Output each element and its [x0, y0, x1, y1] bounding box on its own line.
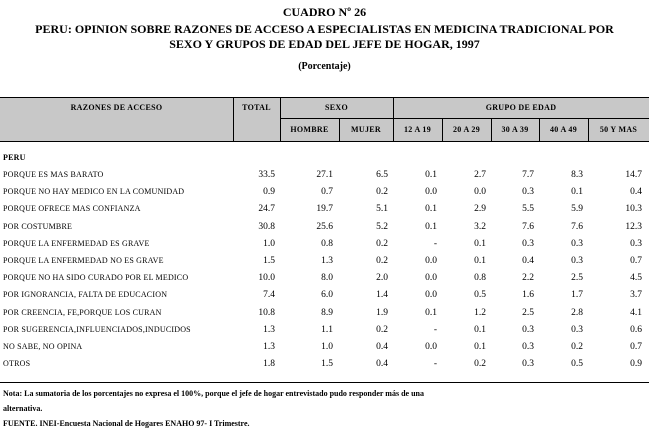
- cell-g2: 1.2: [474, 307, 486, 318]
- cell-mujer: 0.2: [376, 256, 388, 266]
- cell-g1: 0.0: [425, 342, 437, 352]
- cell-g1: -: [433, 359, 437, 370]
- cell-g3: 2.5: [522, 307, 534, 318]
- cell-total: 24.7: [258, 204, 275, 215]
- cell-g5: 0.4: [630, 187, 642, 198]
- cell-g5: 0.9: [630, 359, 642, 370]
- col-header-hombre: HOMBRE: [290, 125, 329, 134]
- cell-total: 0.9: [263, 187, 275, 198]
- row-label: POR COSTUMBRE: [3, 221, 73, 231]
- col-header-50-mas: 50 Y MAS: [599, 125, 638, 134]
- cell-g4: 0.3: [571, 238, 583, 249]
- cell-mujer: 1.9: [376, 307, 388, 318]
- col-header-grupo-edad: GRUPO DE EDAD: [485, 103, 557, 112]
- cell-mujer: 5.1: [376, 204, 388, 215]
- cell-g1: 0.0: [425, 256, 437, 266]
- cell-g2: 0.1: [474, 238, 486, 249]
- cell-g2: 0.5: [474, 290, 486, 301]
- col-header-20-29: 20 A 29: [453, 125, 480, 134]
- cell-g2: 0.2: [474, 359, 486, 370]
- cell-g3: 7.6: [522, 221, 534, 232]
- cell-total: 1.5: [263, 256, 275, 266]
- row-label: PORQUE LA ENFERMEDAD ES GRAVE: [3, 238, 150, 248]
- cell-hombre: 0.8: [321, 238, 333, 249]
- cell-g4: 2.5: [571, 273, 583, 284]
- cell-g2: 0.1: [474, 256, 486, 266]
- table-row: [0, 222, 649, 238]
- cell-total: 1.3: [263, 342, 275, 352]
- cell-g4: 2.8: [571, 307, 583, 318]
- row-label: POR SUGERENCIA,INFLUENCIADOS,INDUCIDOS: [3, 324, 191, 334]
- cell-mujer: 0.4: [376, 359, 388, 370]
- cell-g3: 0.3: [522, 342, 534, 352]
- cell-g1: 0.1: [425, 204, 437, 215]
- cell-hombre: 1.5: [321, 359, 333, 370]
- cell-g5: 0.7: [630, 342, 642, 352]
- cell-g2: 2.9: [474, 204, 486, 215]
- table-row: [0, 204, 649, 220]
- col-header-total: TOTAL: [242, 103, 271, 112]
- table-row: [0, 308, 649, 324]
- cell-hombre: 1.3: [321, 256, 333, 266]
- cell-g5: 0.6: [630, 324, 642, 335]
- cell-mujer: 0.2: [376, 238, 388, 249]
- row-label: PORQUE ES MAS BARATO: [3, 170, 104, 179]
- cell-total: 7.4: [263, 290, 275, 301]
- cell-g2: 0.0: [474, 187, 486, 198]
- table-row: [0, 325, 649, 341]
- cell-hombre: 1.1: [321, 324, 333, 335]
- cell-g1: 0.1: [425, 170, 437, 180]
- cell-total: 1.8: [263, 359, 275, 370]
- row-label: PORQUE OFRECE MAS CONFIANZA: [3, 204, 141, 214]
- table-row: [0, 290, 649, 306]
- cell-hombre: 8.9: [321, 307, 333, 318]
- row-label: POR IGNORANCIA, FALTA DE EDUCACION: [3, 290, 168, 300]
- cell-g3: 0.3: [522, 238, 534, 249]
- header-subdivider: [280, 118, 649, 119]
- cell-mujer: 2.0: [376, 273, 388, 284]
- unit-label: (Porcentaje): [298, 61, 351, 72]
- cell-g4: 0.3: [571, 256, 583, 266]
- cell-total: 30.8: [258, 221, 275, 232]
- cell-g2: 0.8: [474, 273, 486, 284]
- cell-g5: 4.1: [630, 307, 642, 318]
- cell-hombre: 0.7: [321, 187, 333, 198]
- table-number: CUADRO Nº 26: [282, 5, 367, 19]
- cell-g2: 0.1: [474, 342, 486, 352]
- cell-hombre: 8.0: [321, 273, 333, 284]
- cell-g3: 0.3: [522, 324, 534, 335]
- cell-total: 10.8: [258, 307, 275, 318]
- cell-total: 1.0: [263, 238, 275, 249]
- col-header-sexo: SEXO: [325, 103, 348, 112]
- cell-g2: 3.2: [474, 221, 486, 232]
- col-header-12-19: 12 A 19: [404, 125, 431, 134]
- cell-g1: 0.0: [425, 273, 437, 284]
- row-label: PORQUE NO HA SIDO CURADO POR EL MEDICO: [3, 273, 189, 283]
- col-header-30-39: 30 A 39: [501, 125, 529, 134]
- cell-hombre: 25.6: [316, 221, 333, 232]
- cell-g4: 0.1: [571, 187, 583, 198]
- cell-g4: 1.7: [571, 290, 583, 301]
- row-label: NO SABE, NO OPINA: [3, 342, 83, 351]
- cell-hombre: 6.0: [321, 290, 333, 301]
- cell-mujer: 0.2: [376, 187, 388, 198]
- cell-hombre: 27.1: [316, 170, 333, 180]
- cell-g1: -: [433, 238, 437, 249]
- cell-g1: -: [433, 324, 437, 335]
- table-row: [0, 170, 649, 186]
- cell-mujer: 0.2: [376, 324, 388, 335]
- row-label: PORQUE LA ENFERMEDAD NO ES GRAVE: [3, 256, 164, 265]
- cell-g1: 0.1: [425, 221, 437, 232]
- cell-total: 1.3: [263, 324, 275, 335]
- cell-g5: 0.3: [630, 238, 642, 249]
- cell-g4: 5.9: [571, 204, 583, 215]
- cell-g1: 0.0: [425, 187, 437, 198]
- table-row: [0, 359, 649, 375]
- cell-g2: 2.7: [474, 170, 486, 180]
- note-line-1: Nota: La sumatoria de los porcentajes no expresa el 100%, porque el jefe de hogar entrevistado pudo responder más de una: [3, 389, 424, 398]
- cell-total: 10.0: [258, 273, 275, 284]
- cell-g4: 0.2: [571, 342, 583, 352]
- cell-g5: 3.7: [630, 290, 642, 301]
- cell-g5: 4.5: [630, 273, 642, 284]
- cell-mujer: 5.2: [376, 221, 388, 232]
- table-title-line-2: SEXO Y GRUPOS DE EDAD DEL JEFE DE HOGAR, 1997: [169, 37, 480, 51]
- row-label: PORQUE NO HAY MEDICO EN LA COMUNIDAD: [3, 187, 185, 197]
- row-label: OTROS: [3, 359, 31, 369]
- cell-g5: 14.7: [625, 170, 642, 180]
- table-row: [0, 342, 649, 358]
- row-label: POR CREENCIA, FE,PORQUE LOS CURAN: [3, 307, 162, 317]
- col-header-razones: RAZONES DE ACCESO: [70, 103, 163, 112]
- source-line: FUENTE. INEI-Encuesta Nacional de Hogares ENAHO 97- I Trimestre.: [3, 419, 250, 428]
- cell-hombre: 19.7: [316, 204, 333, 215]
- cell-g3: 0.3: [522, 187, 534, 198]
- cell-g3: 0.4: [522, 256, 534, 266]
- cell-mujer: 1.4: [376, 290, 388, 301]
- cell-g3: 5.5: [522, 204, 534, 215]
- cell-g4: 7.6: [571, 221, 583, 232]
- cell-mujer: 6.5: [376, 170, 388, 180]
- col-header-mujer: MUJER: [351, 125, 381, 134]
- table-row: [0, 239, 649, 255]
- cell-g3: 0.3: [522, 359, 534, 370]
- cell-g4: 8.3: [571, 170, 583, 180]
- cell-g5: 12.3: [625, 221, 642, 232]
- cell-g2: 0.1: [474, 324, 486, 335]
- table-bottom-rule: [0, 382, 649, 383]
- table-header: [0, 97, 649, 142]
- cell-g3: 2.2: [522, 273, 534, 284]
- cell-hombre: 1.0: [321, 342, 333, 352]
- cell-total: 33.5: [258, 170, 275, 180]
- cell-g4: 0.3: [571, 324, 583, 335]
- cell-g3: 7.7: [522, 170, 534, 180]
- table-title-line-1: PERU: OPINION SOBRE RAZONES DE ACCESO A ESPECIALISTAS EN MEDICINA TRADICIONAL POR: [35, 22, 614, 36]
- note-line-2: alternativa.: [3, 404, 43, 413]
- table-row: [0, 273, 649, 289]
- cell-g3: 1.6: [522, 290, 534, 301]
- cell-g4: 0.5: [571, 359, 583, 370]
- col-header-40-49: 40 A 49: [550, 125, 577, 134]
- cell-g5: 10.3: [625, 204, 642, 215]
- table-row: [0, 187, 649, 203]
- cell-g1: 0.1: [425, 307, 437, 318]
- cell-mujer: 0.4: [376, 342, 388, 352]
- cell-g5: 0.7: [630, 256, 642, 266]
- table-row: [0, 256, 649, 272]
- cell-g1: 0.0: [425, 290, 437, 301]
- section-label: PERU: [3, 153, 26, 162]
